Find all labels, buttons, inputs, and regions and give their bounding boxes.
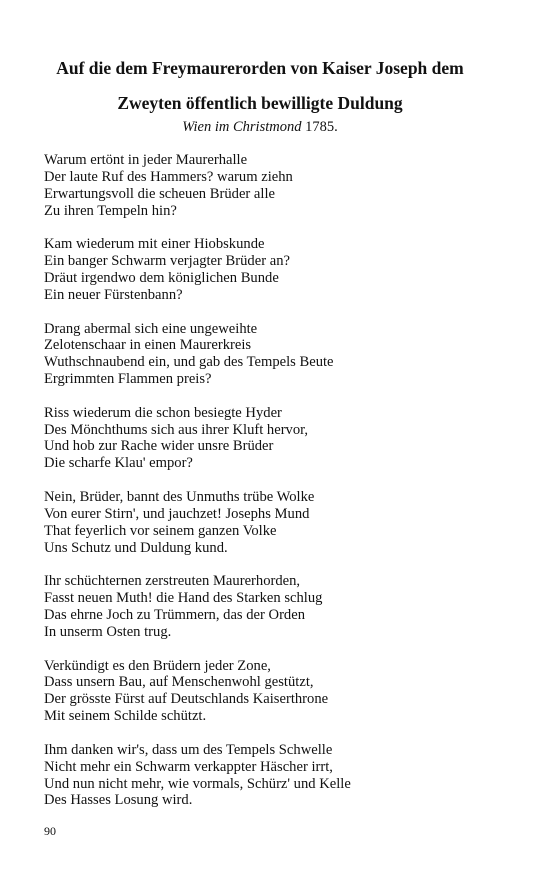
verse-line: Der grösste Fürst auf Deutschlands Kaiserthrone bbox=[44, 691, 329, 708]
stanza bbox=[44, 152, 514, 219]
verse-line: Des Mönchthums sich aus ihrer Kluft hervor, bbox=[44, 421, 309, 438]
verse-line: Zu ihren Tempeln hin? bbox=[44, 202, 177, 219]
poem-dateline bbox=[0, 118, 520, 136]
stanza bbox=[44, 489, 514, 556]
verse-line: Die scharfe Klau' empor? bbox=[44, 455, 193, 472]
verse-line: Verkündigt es den Brüdern jeder Zone, bbox=[44, 657, 271, 674]
verse-line: Wuthschnaubend ein, und gab des Tempels Beute bbox=[44, 354, 334, 371]
poem-body bbox=[44, 152, 514, 826]
verse-line: Ergrimmten Flammen preis? bbox=[44, 371, 212, 388]
stanza bbox=[44, 321, 514, 388]
verse-line: Nein, Brüder, bannt des Unmuths trübe Wolke bbox=[44, 489, 315, 506]
page-number: 90 bbox=[44, 824, 56, 838]
stanza bbox=[44, 573, 514, 640]
verse-line: Erwartungsvoll die scheuen Brüder alle bbox=[44, 185, 275, 202]
verse-line: Fasst neuen Muth! die Hand des Starken schlug bbox=[44, 590, 323, 607]
verse-line: Der laute Ruf des Hammers? warum ziehn bbox=[44, 168, 293, 185]
stanza bbox=[44, 742, 514, 809]
verse-line: Dräut irgendwo dem königlichen Bunde bbox=[44, 269, 279, 286]
verse-line: Und hob zur Rache wider unsre Brüder bbox=[44, 438, 274, 455]
verse-line: Warum ertönt in jeder Maurerhalle bbox=[44, 152, 248, 168]
verse-line: Und nun nicht mehr, wie vormals, Schürz' und Kelle bbox=[44, 775, 351, 792]
verse-line: Ihr schüchternen zerstreuten Maurerhorden, bbox=[44, 573, 301, 590]
poem-title-line-2: Zweyten öffentlich bewilligte Duldung bbox=[117, 93, 403, 113]
stanza bbox=[44, 405, 514, 472]
verse-line: Dass unsern Bau, auf Menschenwohl gestützt, bbox=[44, 674, 314, 691]
verse-line: Mit seinem Schilde schützt. bbox=[44, 708, 207, 725]
verse-line: Zelotenschaar in einen Maurerkreis bbox=[44, 337, 252, 354]
verse-line: Riss wiederum die schon besiegte Hyder bbox=[44, 404, 282, 421]
dateline-year: 1785. bbox=[305, 119, 338, 135]
verse-line: That feyerlich vor seinem ganzen Volke bbox=[44, 522, 277, 539]
verse-line: Nicht mehr ein Schwarm verkappter Häscher irrt, bbox=[44, 758, 333, 775]
verse-line: Das ehrne Joch zu Trümmern, das der Orden bbox=[44, 607, 306, 624]
verse-line: Des Hasses Losung wird. bbox=[44, 792, 193, 809]
verse-line: Von eurer Stirn', und jauchzet! Josephs Mund bbox=[44, 505, 310, 522]
verse-line: Uns Schutz und Duldung kund. bbox=[44, 539, 228, 556]
verse-line: Drang abermal sich eine ungeweihte bbox=[44, 320, 258, 337]
verse-line: Ein neuer Fürstenbann? bbox=[44, 286, 183, 303]
verse-line: Ein banger Schwarm verjagter Brüder an? bbox=[44, 253, 290, 270]
stanza bbox=[44, 658, 514, 725]
poem-title-line-1: Auf die dem Freymaurerorden von Kaiser Joseph dem bbox=[56, 58, 464, 78]
verse-line: In unserm Osten trug. bbox=[44, 623, 172, 640]
dateline-place: Wien im Christmond bbox=[182, 119, 302, 135]
verse-line: Ihm danken wir's, dass um des Tempels Schwelle bbox=[44, 741, 333, 758]
verse-line: Kam wiederum mit einer Hiobskunde bbox=[44, 236, 265, 253]
stanza bbox=[44, 236, 514, 303]
